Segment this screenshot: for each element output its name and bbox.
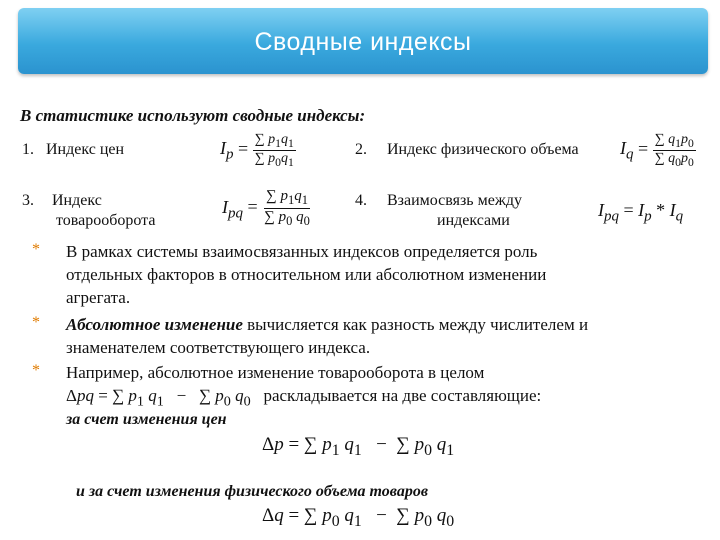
item-number: 3. — [22, 192, 34, 209]
bullet-text: Например, абсолютное изменение товарооборота в целом Δpq = ∑ $p_1$ $q_1$ − ∑ $p_0$ $q_0$ раскладывается на две составляющие: — [66, 363, 542, 410]
formula-volume-index: $I_q$ = $\frac{\sum q_1p_0}{\sum q_0p_0}$ — [620, 132, 694, 169]
formula-index-relation: $I_{pq} = I_p * I_q$ — [598, 200, 684, 225]
item-label-line2: индексами — [437, 212, 510, 229]
item-label-line1: Индекс — [52, 192, 102, 209]
title-banner — [18, 8, 708, 74]
item-number: 1. — [22, 141, 34, 158]
item-label-volume-index: Индекс физического объема — [387, 141, 579, 158]
slide-title: Сводные индексы — [254, 28, 472, 56]
item-number: 2. — [355, 141, 367, 158]
subheading-price: за счет изменения цен — [66, 411, 227, 428]
item-label-price-index: Индекс цен — [46, 141, 125, 158]
bullet-icon: * — [32, 241, 40, 258]
bullet-icon: * — [32, 362, 40, 379]
item-label-line2: товарооборота — [56, 212, 156, 229]
bullet-icon: * — [32, 314, 40, 331]
item-label-line1: Взаимосвязь между — [387, 192, 523, 209]
formula-delta-p: Δp = ∑ $p_1$ $q_1$ − ∑ $p_0$ $q_1$ — [262, 434, 455, 459]
formula-price-index: $I_p$ = $\frac{\sum p_1q_1}{\sum p_0q_1}$ — [220, 132, 294, 169]
item-number: 4. — [355, 192, 367, 209]
subheading-volume: и за счет изменения физического объема товаров — [76, 483, 428, 500]
intro-heading: В статистике используют сводные индексы: — [20, 106, 366, 125]
formula-turnover-index: $I_{pq}$ = $\frac{\sum p_1q_1}{\sum p_0 q_0}$ — [222, 188, 310, 228]
bullet-text: Абсолютное изменение вычисляется как разность между числителем и знаменателем соответствующего индекса. — [66, 315, 589, 357]
bullet-text: В рамках системы взаимосвязанных индексов определяется роль отдельных факторов в относительном или абсолютном изменении агрегата. — [66, 242, 547, 307]
formula-delta-q: Δq = ∑ $p_0$ $q_1$ − ∑ $p_0$ $q_0$ — [262, 505, 455, 530]
